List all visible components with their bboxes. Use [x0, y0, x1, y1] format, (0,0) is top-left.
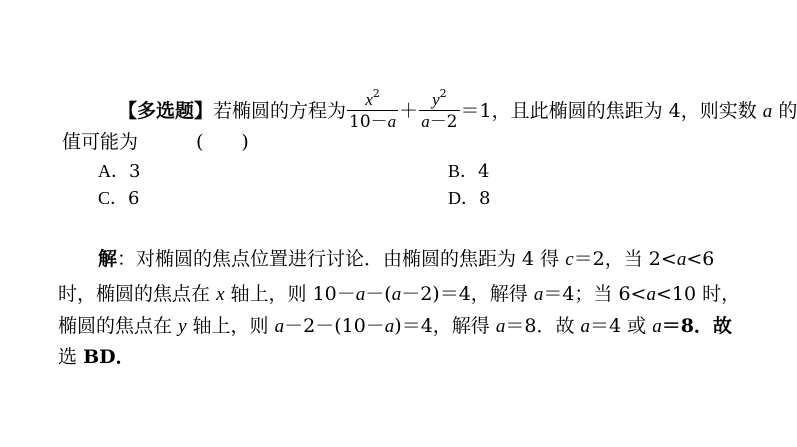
question-line-2 — [62, 133, 138, 152]
answer-choices: BD — [83, 346, 116, 368]
fraction-x-squared: $\frac{x^2}{10-a}$ — [349, 87, 397, 132]
question-type-tag: 【多选题】 — [118, 100, 214, 122]
question-line-1 — [118, 87, 797, 132]
option-d: D．8 — [448, 188, 491, 209]
option-b: B．4 — [448, 161, 490, 182]
fraction-y-squared: $\frac{y^2}{a-2}$ — [421, 87, 458, 132]
variable-a: a — [762, 101, 773, 122]
solution-line-1: 解：对椭圆的焦点位置进行讨论．由椭圆的焦距为 4 得 c＝2，当 2<a<6 — [98, 248, 715, 270]
solution-line-3: 椭圆的焦点在 y 轴上，则 a－2－(10－a)＝4，解得 a＝8．故 a＝4 或 a＝8．故 — [58, 315, 732, 337]
option-a: A．3 — [98, 161, 141, 182]
plus-sign: ＋ — [399, 100, 419, 122]
solution-label: 解 — [98, 248, 118, 270]
option-c: C．6 — [98, 188, 140, 209]
answer-blank: ( ) — [196, 131, 249, 153]
question-end: 的 — [778, 100, 797, 122]
question-intro: 若椭圆的方程为 — [213, 100, 347, 122]
solution-line-4: 选 BD． — [58, 346, 135, 368]
question-equals-text: ＝1，且此椭圆的焦距为 4，则实数 — [460, 100, 757, 122]
solution-line-2: 时，椭圆的焦点在 x 轴上，则 10－a－(a－2)＝4，解得 a＝4；当 6<a<10 时， — [58, 283, 741, 305]
question-line-2-text: 值可能为 — [62, 131, 139, 153]
